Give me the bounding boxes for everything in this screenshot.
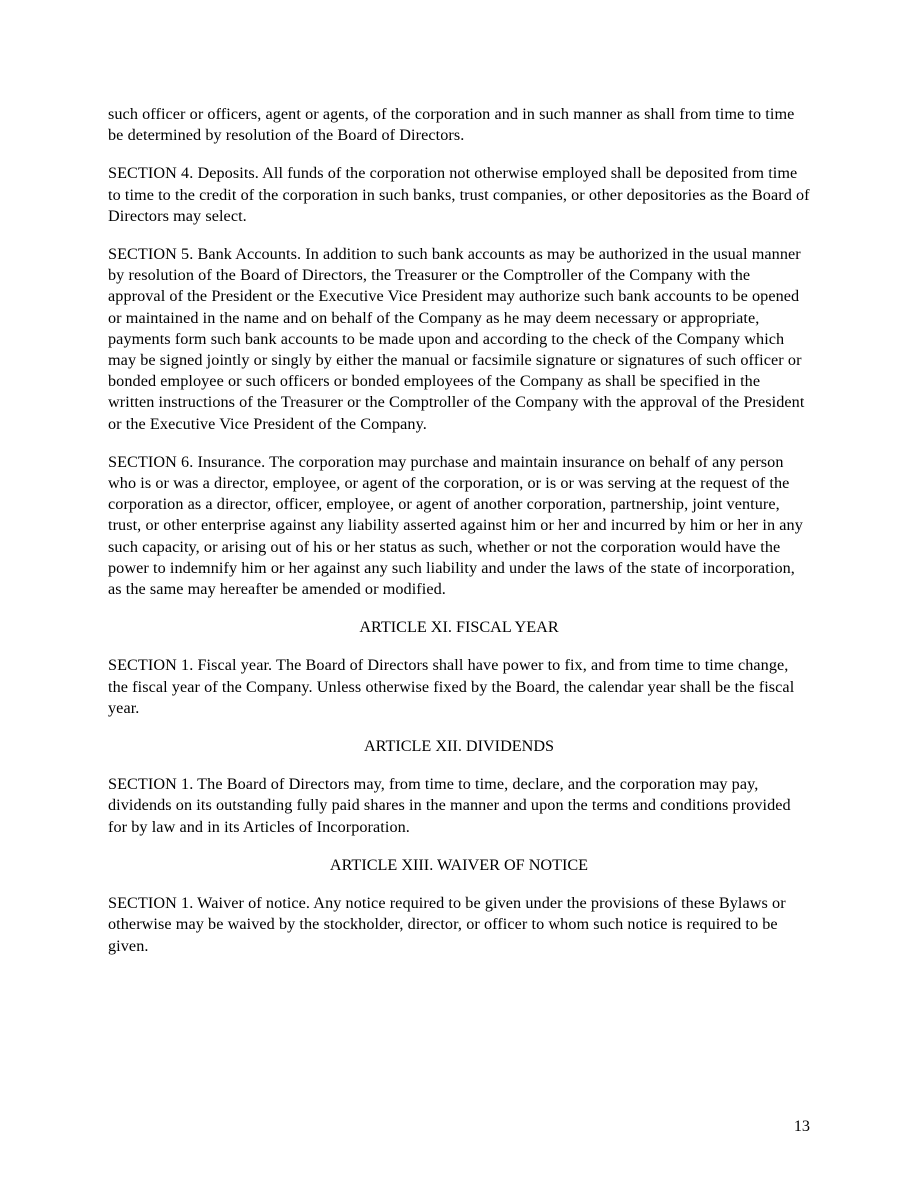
- paragraph-article-xi-section-1: SECTION 1. Fiscal year. The Board of Directors shall have power to fix, and from time to time change, the fiscal year of the Company. Unless otherwise fixed by the Board, the calendar year shall be the fiscal year.: [108, 656, 795, 717]
- document-body: [108, 104, 810, 974]
- heading-article-xi: ARTICLE XI. FISCAL YEAR: [359, 618, 559, 637]
- paragraph-section-6-insurance: SECTION 6. Insurance. The corporation may purchase and maintain insurance on behalf of any person who is or was a director, employee, or agent of the corporation, or is or was serving at the request of the corporation as a director, officer, employee, or agent of another corporation, partnership, joint venture, trust, or other enterprise against any liability asserted against him or her and incurred by him or her in any such capacity, or arising out of his or her status as such, whether or not the corporation would have the power to indemnify him or her against any such liability and under the laws of the state of incorporation, as the same may hereafter be amended or modified.: [108, 452, 803, 599]
- paragraph-officers-continued: such officer or officers, agent or agents, of the corporation and in such manner as shall from time to time be determined by resolution of the Board of Directors.: [108, 105, 795, 145]
- page-number: 13: [793, 1117, 810, 1135]
- heading-article-xii: ARTICLE XII. DIVIDENDS: [363, 737, 555, 756]
- paragraph-article-xiii-section-1: SECTION 1. Waiver of notice. Any notice required to be given under the provisions of these Bylaws or otherwise may be waived by the stockholder, director, or officer to whom such notice is required to be given.: [108, 894, 786, 955]
- paragraph-article-xii-section-1: SECTION 1. The Board of Directors may, from time to time, declare, and the corporation may pay, dividends on its outstanding fully paid shares in the manner and upon the terms and conditions provided for by law and in its Articles of Incorporation.: [108, 775, 791, 836]
- paragraph-section-4-deposits: SECTION 4. Deposits. All funds of the corporation not otherwise employed shall be deposited from time to time to the credit of the corporation in such banks, trust companies, or other depositories as the Board of Directors may select.: [108, 164, 810, 225]
- paragraph-section-5-bank-accounts: SECTION 5. Bank Accounts. In addition to such bank accounts as may be authorized in the usual manner by resolution of the Board of Directors, the Treasurer or the Comptroller of the Company with the approval of the President or the Executive Vice President may authorize such bank accounts to be opened or maintained in the name and on behalf of the Company as he may deem necessary or appropriate, payments form such bank accounts to be made upon and according to the check of the Company which may be signed jointly or singly by either the manual or facsimile signature or signatures of such officer or bonded employee or such officers or bonded employees of the Company as shall be specified in the written instructions of the Treasurer or the Comptroller of the Company with the approval of the President or the Executive Vice President of the Company.: [108, 245, 805, 433]
- heading-article-xiii: ARTICLE XIII. WAIVER OF NOTICE: [329, 855, 589, 874]
